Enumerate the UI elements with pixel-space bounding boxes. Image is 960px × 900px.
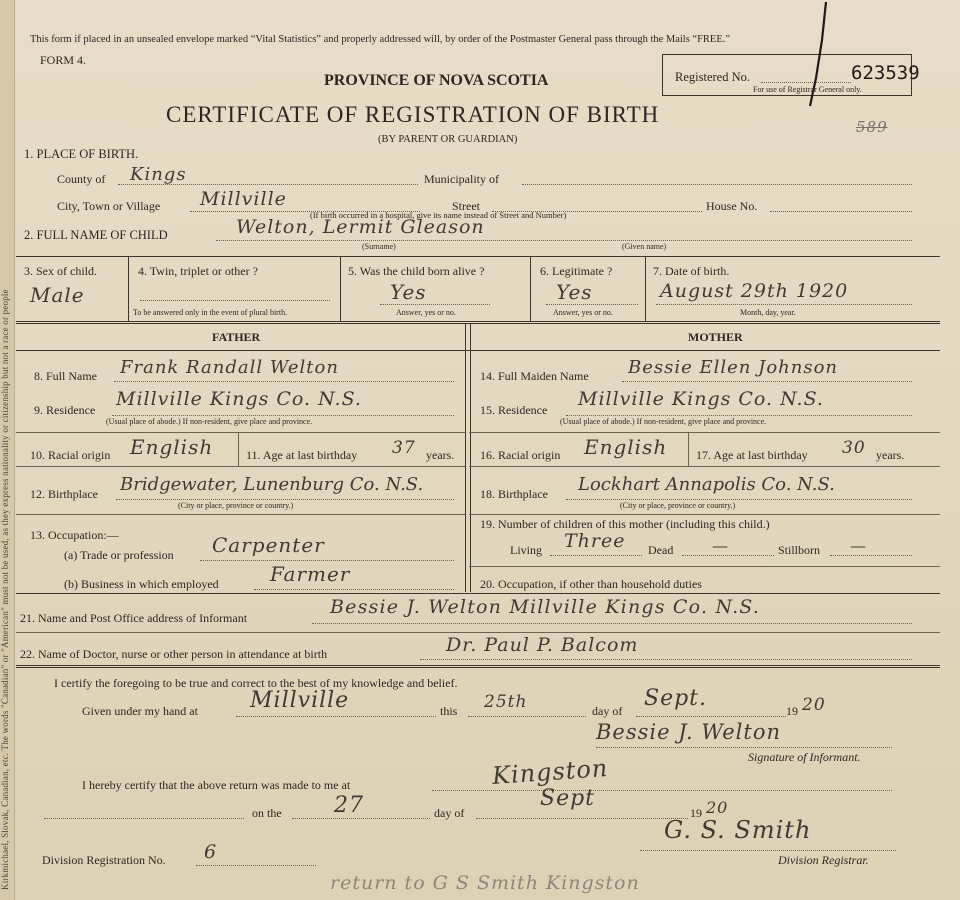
twin-label: 4. Twin, triplet or other ?	[138, 264, 258, 278]
trade-value: Carpenter	[212, 533, 325, 557]
mother-name-value: Bessie Ellen Johnson	[628, 357, 839, 378]
mother-race-value: English	[584, 435, 668, 459]
legitimate-note: Answer, yes or no.	[553, 308, 613, 317]
mother-race-label: 16. Racial origin	[480, 448, 561, 462]
mother-residence-value: Millville Kings Co. N.S.	[578, 388, 824, 410]
form-number: FORM 4.	[40, 53, 87, 67]
children-count-label: 19. Number of children of this mother (including this child.)	[480, 517, 770, 531]
division-registration-value: 6	[204, 841, 218, 863]
father-birthplace-value: Bridgewater, Lunenburg Co. N.S.	[120, 474, 424, 495]
registrar-day-value: 27	[334, 793, 364, 818]
father-years: years.	[426, 448, 455, 462]
father-race-label: 10. Racial origin	[30, 448, 111, 462]
father-age-value: 37	[392, 438, 416, 458]
division-registrar-label: Division Registrar.	[778, 853, 869, 867]
business-value: Farmer	[270, 562, 351, 586]
father-name-label: 8. Full Name	[34, 369, 97, 383]
sex-value: Male	[30, 283, 85, 307]
mother-occupation-label: 20. Occupation, if other than household duties	[480, 577, 702, 591]
given-name-note: (Given name)	[622, 242, 667, 251]
mother-residence-note: (Usual place of abode.) If non-resident, give place and province.	[560, 417, 767, 426]
father-residence-label: 9. Residence	[34, 403, 96, 417]
certificate-subtitle: (BY PARENT OR GUARDIAN)	[378, 134, 518, 145]
registrar-statement: I hereby certify that the above return was made to me at	[82, 778, 351, 792]
doctor-value: Dr. Paul P. Balcom	[446, 634, 639, 656]
hospital-note: (If birth occurred in a hospital, give its name instead of Street and Number)	[310, 210, 567, 220]
registrar-place-value: Kingston	[491, 753, 610, 791]
street-label: Street	[452, 199, 480, 213]
father-birthplace-note: (City or place, province or country.)	[178, 501, 294, 510]
certify-statement: I certify the foregoing to be true and correct to the best of my knowledge and belief.	[54, 676, 458, 690]
mother-years: years.	[876, 448, 905, 462]
house-no-label: House No.	[706, 199, 758, 213]
dead-label: Dead	[648, 543, 674, 557]
doctor-label: 22. Name of Doctor, nurse or other person in attendance at birth	[20, 647, 328, 661]
father-name-value: Frank Randall Welton	[120, 357, 339, 378]
registered-label: Registered No.	[675, 70, 750, 84]
corner-stamp-number: 589	[856, 118, 888, 136]
given-under-label: Given under my hand at	[82, 704, 198, 718]
born-alive-note: Answer, yes or no.	[396, 308, 456, 317]
certify-day-value: 25th	[484, 692, 528, 712]
mother-name-label: 14. Full Maiden Name	[480, 369, 589, 383]
legitimate-label: 6. Legitimate ?	[540, 264, 613, 278]
county-label: County of	[57, 172, 106, 186]
born-alive-label: 5. Was the child born alive ?	[348, 264, 485, 278]
given-place-value: Millville	[250, 688, 350, 713]
certify-year-prefix: 19	[786, 704, 798, 718]
child-name-label: 2. FULL NAME OF CHILD	[24, 228, 168, 242]
mother-age-label: 17. Age at last birthday	[696, 448, 808, 462]
date-of-birth-note: Month, day, year.	[740, 308, 796, 317]
business-label: (b) Business in which employed	[64, 577, 219, 591]
informant-signature: Bessie J. Welton	[596, 720, 781, 744]
born-alive-value: Yes	[390, 280, 427, 304]
registrar-signature: G. S. Smith	[664, 816, 812, 844]
father-age-label: 11. Age at last birthday	[246, 448, 358, 462]
registered-number-box	[662, 54, 920, 96]
margin-note: Kirkmichael, Slovak, Canadian, etc. The words "Canadian" or "American" must not be used, as they express nationality or citizenship but not a race or people	[0, 289, 10, 890]
father-race-value: English	[130, 435, 214, 459]
registered-note: For use of Registrar General only.	[753, 85, 862, 94]
father-heading: FATHER	[212, 330, 261, 344]
informant-value: Bessie J. Welton Millville Kings Co. N.S.	[330, 596, 761, 618]
dead-value-dash: —	[712, 536, 729, 555]
certify-year-value: 20	[802, 695, 826, 715]
father-birthplace-label: 12. Birthplace	[30, 487, 98, 501]
signature-label: Signature of Informant.	[748, 750, 861, 764]
division-registration-label: Division Registration No.	[42, 853, 166, 867]
registrar-year-prefix: 19	[690, 806, 702, 820]
legitimate-value: Yes	[556, 280, 593, 304]
informant-label: 21. Name and Post Office address of Informant	[20, 611, 248, 625]
pencil-footer-note: return to G S Smith Kingston	[330, 872, 640, 894]
living-label: Living	[510, 543, 542, 557]
on-the-label: on the	[252, 806, 282, 820]
registered-number: 623539	[851, 62, 920, 84]
registrar-month-value: Sept	[540, 786, 596, 811]
child-name-value: Welton, Lermit Gleason	[236, 216, 485, 238]
this-label: this	[440, 704, 458, 718]
mother-residence-label: 15. Residence	[480, 403, 548, 417]
city-label: City, Town or Village	[57, 199, 161, 213]
pen-stroke-mark	[800, 0, 840, 110]
mother-age-value: 30	[842, 438, 866, 458]
mail-notice: This form if placed in an unsealed envelope marked “Vital Statistics” and properly addressed will, by order of the Postmaster General pass through the Mails “FREE.”	[30, 34, 731, 45]
living-value: Three	[564, 530, 626, 552]
sex-label: 3. Sex of child.	[24, 264, 97, 278]
trade-label: (a) Trade or profession	[64, 548, 174, 562]
father-occupation-label: 13. Occupation:—	[30, 528, 119, 542]
parents-divider	[465, 324, 471, 592]
municipality-label: Municipality of	[424, 172, 499, 186]
certify-month-value: Sept.	[644, 686, 708, 711]
mother-birthplace-value: Lockhart Annapolis Co. N.S.	[578, 474, 835, 495]
registrar-day-of-label: day of	[434, 806, 465, 820]
twin-note: To be answered only in the event of plural birth.	[133, 308, 288, 317]
mother-birthplace-label: 18. Birthplace	[480, 487, 548, 501]
registrar-year-value: 20	[706, 798, 729, 817]
date-of-birth-label: 7. Date of birth.	[653, 264, 730, 278]
mother-heading: MOTHER	[688, 330, 743, 344]
county-value: Kings	[130, 164, 187, 185]
stillborn-label: Stillborn	[778, 543, 821, 557]
date-of-birth-value: August 29th 1920	[660, 280, 849, 302]
province-heading: PROVINCE OF NOVA SCOTIA	[324, 72, 549, 89]
place-of-birth-label: 1. PLACE OF BIRTH.	[24, 147, 139, 161]
left-margin-strip	[0, 0, 15, 900]
surname-note: (Surname)	[362, 242, 396, 251]
certify-day-of-label: day of	[592, 704, 623, 718]
mother-birthplace-note: (City or place, province or country.)	[620, 501, 736, 510]
certificate-title: CERTIFICATE OF REGISTRATION OF BIRTH	[166, 102, 660, 127]
father-residence-note: (Usual place of abode.) If non-resident, give place and province.	[106, 417, 313, 426]
city-value: Millville	[200, 188, 287, 210]
father-residence-value: Millville Kings Co. N.S.	[116, 388, 362, 410]
stillborn-value-dash: —	[850, 536, 867, 555]
